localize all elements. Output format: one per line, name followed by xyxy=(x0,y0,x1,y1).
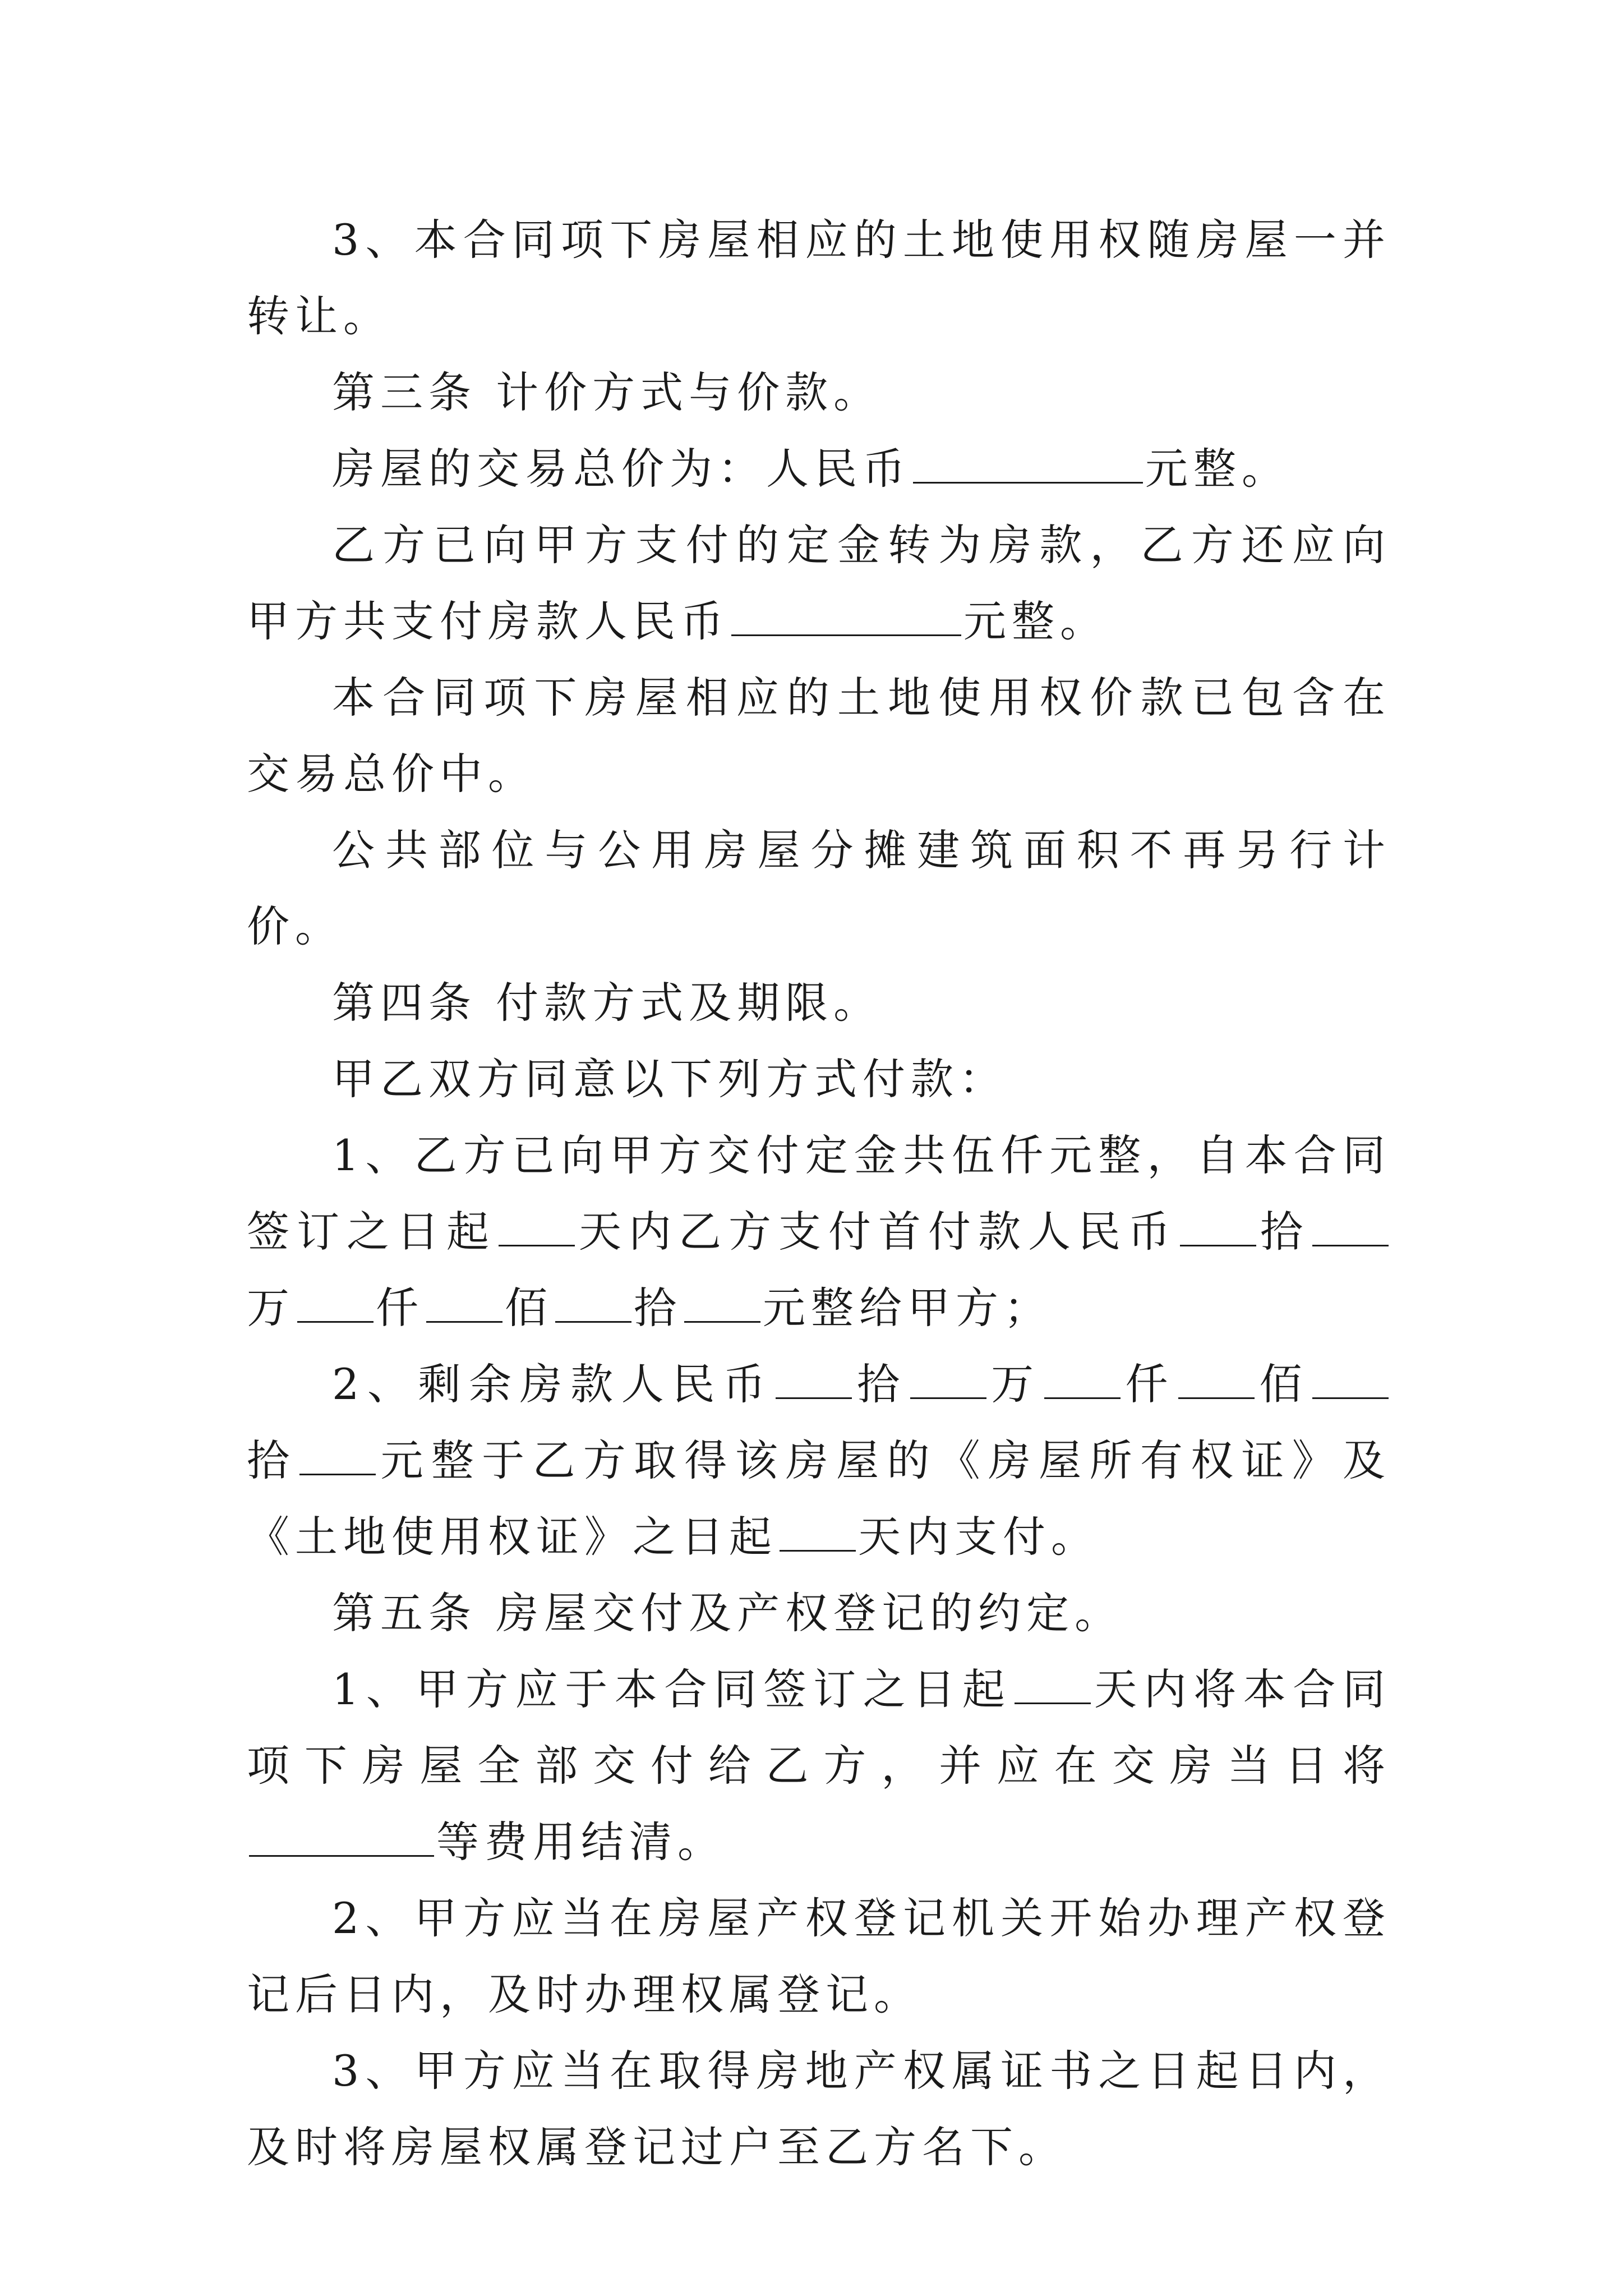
paragraph-text: 1、甲方应于本合同签订之日起 xyxy=(332,1664,1012,1714)
paragraph-text: 公共部位与公用房屋分摊建筑面积不再另行计价。 xyxy=(247,825,1391,951)
article-4-heading xyxy=(247,965,1391,1041)
paragraph-title-registration xyxy=(247,1880,1391,2033)
paragraph-deposit-to-payment xyxy=(247,507,1391,660)
paragraph-text: 万 xyxy=(988,1359,1042,1409)
paragraph-payment-method-intro xyxy=(247,1041,1391,1117)
blank-amount xyxy=(297,1282,374,1323)
paragraph-text: 仟 xyxy=(1122,1359,1176,1409)
paragraph-text: 元整。 xyxy=(963,596,1108,646)
paragraph-text: 万 xyxy=(247,1283,295,1333)
blank-fees xyxy=(249,1816,434,1857)
paragraph-title-transfer xyxy=(247,2033,1391,2185)
paragraph-text: 3、甲方应当在取得房地产权属证书之日起日内，及时将房屋权属登记过户至乙方名下。 xyxy=(247,2046,1391,2172)
paragraph-land-use-right-transfer xyxy=(247,202,1391,355)
paragraph-text: 天内将本合同项下房屋全部交付给乙方，并应在交房当日将 xyxy=(247,1664,1391,1791)
blank-days xyxy=(780,1511,856,1552)
paragraph-text: 元整。 xyxy=(1145,444,1290,494)
paragraph-text: 第三条 计价方式与价款。 xyxy=(332,367,882,417)
blank-amount xyxy=(910,1358,986,1399)
paragraph-text: 本合同项下房屋相应的土地使用权价款已包含在交易总价中。 xyxy=(247,673,1391,799)
paragraph-text: 拾 xyxy=(247,1435,298,1485)
paragraph-text: 拾 xyxy=(854,1359,908,1409)
paragraph-text: 佰 xyxy=(505,1283,553,1333)
blank-amount xyxy=(776,1358,852,1399)
paragraph-text: 甲乙双方同意以下列方式付款： xyxy=(332,1054,1007,1104)
blank-amount xyxy=(1312,1358,1389,1399)
blank-amount xyxy=(1312,1205,1389,1246)
article-5-heading xyxy=(247,1575,1391,1651)
paragraph-text: 拾 xyxy=(634,1283,682,1333)
blank-total-price xyxy=(913,443,1143,484)
paragraph-text: 元整给甲方； xyxy=(763,1283,1052,1333)
paragraph-down-payment xyxy=(247,1117,1391,1346)
paragraph-shared-area xyxy=(247,812,1391,965)
paragraph-text: 3、本合同项下房屋相应的土地使用权随房屋一并转让。 xyxy=(247,215,1391,341)
blank-amount xyxy=(299,1434,376,1475)
paragraph-house-delivery xyxy=(247,1651,1391,1880)
blank-amount xyxy=(1180,1205,1256,1246)
paragraph-text: 佰 xyxy=(1256,1359,1311,1409)
blank-amount xyxy=(555,1282,631,1323)
paragraph-text: 天内支付。 xyxy=(858,1512,1099,1562)
paragraph-text: 2、剩余房款人民币 xyxy=(332,1359,774,1409)
paragraph-text: 乙方已向甲方支付的定金转为房款，乙方还应向甲方共支付房款人民币 xyxy=(247,520,1391,646)
blank-amount xyxy=(426,1282,502,1323)
paragraph-text: 拾 xyxy=(1258,1207,1310,1257)
blank-remaining-payment xyxy=(731,595,961,636)
paragraph-total-price xyxy=(247,431,1391,507)
paragraph-text: 元整于乙方取得该房屋的《房屋所有权证》及《土地使用权证》之日起 xyxy=(247,1435,1391,1562)
paragraph-text: 仟 xyxy=(376,1283,424,1333)
paragraph-text: 1、乙方已向甲方交付定金共伍仟元整，自本合同签订之日起 xyxy=(247,1130,1391,1257)
blank-amount xyxy=(684,1282,760,1323)
blank-days xyxy=(1015,1663,1091,1704)
paragraph-land-price-included xyxy=(247,660,1391,812)
article-3-heading xyxy=(247,355,1391,431)
paragraph-text: 第四条 付款方式及期限。 xyxy=(332,978,882,1028)
paragraph-remaining-payment xyxy=(247,1346,1391,1575)
paragraph-text: 房屋的交易总价为：人民币 xyxy=(332,444,911,494)
blank-amount xyxy=(1178,1358,1255,1399)
paragraph-text: 第五条 房屋交付及产权登记的约定。 xyxy=(332,1588,1123,1638)
document-body xyxy=(247,202,1391,2185)
paragraph-text: 等费用结清。 xyxy=(436,1817,726,1867)
paragraph-text: 2、甲方应当在房屋产权登记机关开始办理产权登记后日内，及时办理权属登记。 xyxy=(247,1893,1391,2019)
blank-amount xyxy=(1044,1358,1121,1399)
blank-days xyxy=(499,1205,575,1246)
paragraph-text: 天内乙方支付首付款人民币 xyxy=(577,1207,1178,1257)
